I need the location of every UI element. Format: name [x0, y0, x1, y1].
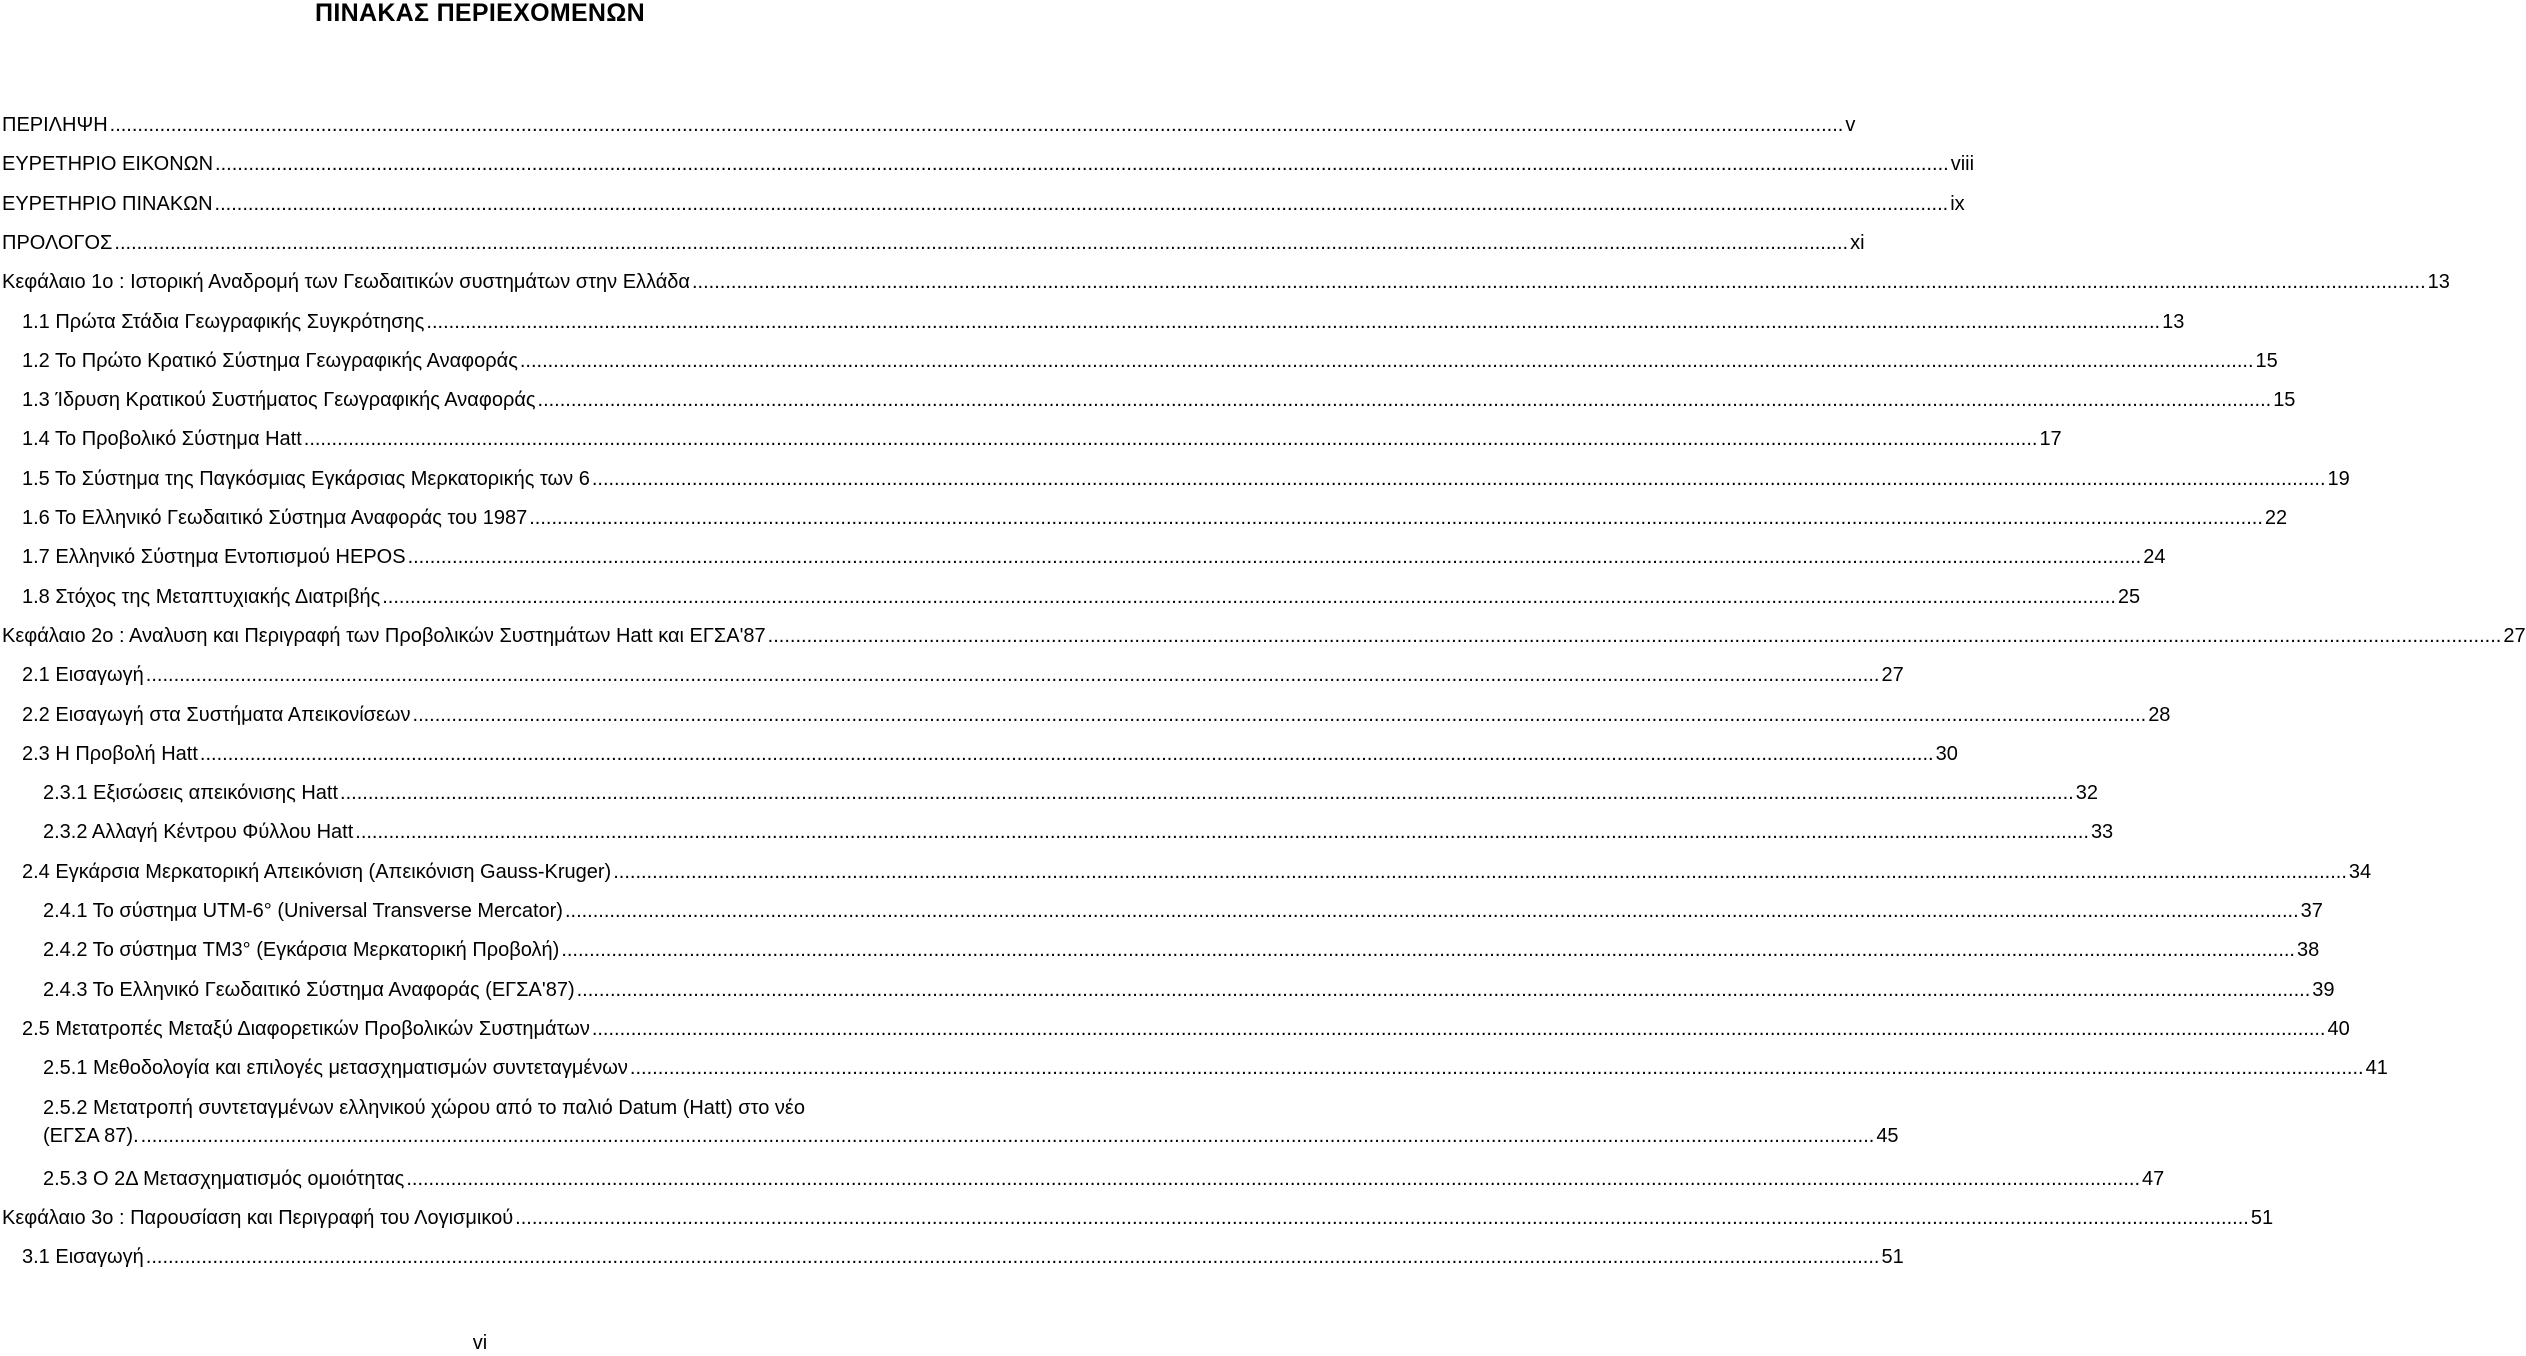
dot-leader [515, 1204, 2249, 1232]
toc-entry[interactable] [0, 386, 2296, 414]
toc-entry-title: 2.5.1 Μεθοδολογία και επιλογές μετασχηματισμών συντεταγμένων [43, 1057, 628, 1080]
toc-entry-page: 37 [2300, 900, 2323, 922]
page-number: vi [472, 1332, 488, 1354]
toc-entry-page: 45 [1876, 1124, 1899, 1147]
toc-entry-title: 1.5 Το Σύστημα της Παγκόσμιας Εγκάρσιας Μερκατορικής των 6 [22, 467, 590, 490]
dot-leader [355, 818, 2089, 846]
toc-entry[interactable] [0, 661, 1904, 689]
dot-leader [529, 504, 2263, 532]
toc-entry-title: 1.3 Ίδρυση Κρατικού Συστήματος Γεωγραφικής Αναφοράς [22, 389, 536, 412]
toc-entry-title: 2.5 Μετατροπές Μεταξύ Διαφορετικών Προβολικών Συστημάτων [22, 1017, 590, 1040]
toc-entry-page: v [1845, 114, 1856, 136]
page-title: ΠΙΝΑΚΑΣ ΠΕΡΙΕΧΟΜΕΝΩΝ [315, 0, 645, 27]
toc-entry-title: 2.2 Εισαγωγή στα Συστήματα Απεικονίσεων [22, 703, 411, 726]
toc-entry-title: 2.3.1 Εξισώσεις απεικόνισης Hatt [43, 782, 339, 805]
toc-entry[interactable] [0, 740, 1958, 768]
toc-entry-page: 34 [2348, 860, 2372, 883]
toc-entry[interactable] [0, 936, 2320, 964]
toc-entry-title: 2.4.1 Το σύστημα UTM-6° (Universal Transverse Mercator) [43, 900, 563, 922]
toc-entry-page: 22 [2264, 507, 2288, 529]
dot-leader [141, 1122, 1875, 1150]
dot-leader [520, 347, 2254, 375]
toc-entry-page: 47 [2142, 1167, 2165, 1190]
toc-entry-title: 2.3.2 Αλλαγή Κέντρου Φύλλου Hatt [43, 821, 354, 844]
toc-entry[interactable] [0, 150, 1975, 178]
toc-entry[interactable] [0, 976, 2335, 1004]
toc-entry[interactable] [0, 504, 2288, 532]
toc-entry[interactable] [0, 779, 2098, 807]
toc-entry[interactable] [0, 190, 1965, 218]
toc-entry-title: 2.5.3 Ο 2Δ Μετασχηματισμός ομοιότητας [43, 1167, 405, 1190]
toc-entry-title: Κεφάλαιο 2ο : Αναλυση και Περιγραφή των Προβολικών Συστημάτων Hatt και ΕΓΣΑ'87 [2, 624, 766, 647]
toc-entry-page: 38 [2296, 939, 2320, 962]
toc-entry-title-continued: (ΕΓΣΑ 87). [43, 1124, 139, 1147]
toc-entry-page: 15 [2255, 349, 2278, 372]
dot-leader [146, 661, 1880, 689]
toc-entry-page: 13 [2427, 271, 2450, 294]
toc-entry-page: 41 [2365, 1057, 2388, 1080]
dot-leader [592, 1015, 2326, 1043]
toc-entry-page: ix [1950, 192, 1965, 215]
toc-entry-title: ΠΕΡΙΛΗΨΗ [2, 114, 108, 136]
dot-leader [215, 190, 1949, 218]
toc-entry[interactable] [0, 1243, 1904, 1271]
dot-leader [114, 229, 1848, 257]
toc-entry-page: 39 [2312, 978, 2335, 1001]
toc-entry-page: 33 [2090, 821, 2114, 844]
toc-entry[interactable] [0, 1204, 2274, 1232]
toc-entry-title: 1.6 Το Ελληνικό Γεωδαιτικό Σύστημα Αναφοράς του 1987 [22, 507, 528, 529]
toc-entry-page: 40 [2327, 1017, 2350, 1040]
toc-entry[interactable] [0, 465, 2350, 493]
toc-entry-title: ΕΥΡΕΤΗΡΙΟ ΠΙΝΑΚΩΝ [2, 192, 213, 215]
toc-entry-title: 1.7 Ελληνικό Σύστημα Εντοπισμού HEPOS [22, 546, 406, 569]
toc-entry[interactable] [0, 308, 2185, 336]
toc-entry-title: 1.2 Το Πρώτο Κρατικό Σύστημα Γεωγραφικής Αναφοράς [22, 349, 518, 372]
toc-entry[interactable] [0, 818, 2114, 846]
toc-entry-title: 1.8 Στόχος της Μεταπτυχιακής Διατριβής [22, 585, 381, 608]
toc-entry-page: 19 [2327, 467, 2350, 490]
toc-entry[interactable] [0, 858, 2372, 886]
toc-entry-page: 51 [1881, 1246, 1904, 1269]
toc-entry-page: 27 [1881, 664, 1904, 687]
dot-leader [200, 740, 1934, 768]
toc-entry[interactable] [0, 1015, 2350, 1043]
toc-entry-page: 28 [2148, 703, 2171, 726]
toc-entry-title: 3.1 Εισαγωγή [22, 1246, 144, 1269]
toc-entry-page: 13 [2162, 310, 2185, 333]
dot-leader [110, 111, 1844, 139]
toc-entry-title: ΕΥΡΕΤΗΡΙΟ ΕΙΚΟΝΩΝ [2, 153, 214, 176]
dot-leader [408, 543, 2142, 571]
dot-leader [406, 1165, 2140, 1193]
toc-entry[interactable] [0, 701, 2171, 729]
dot-leader [538, 386, 2272, 414]
toc-entry[interactable] [0, 897, 2323, 925]
toc-entry[interactable] [0, 1054, 2388, 1082]
toc-entry-title: 1.4 Το Προβολικό Σύστημα Hatt [22, 428, 302, 451]
toc-entry-title: 1.1 Πρώτα Στάδια Γεωγραφικής Συγκρότησης [22, 310, 425, 333]
toc-entry[interactable] [0, 543, 2166, 571]
toc-entry-title: Κεφάλαιο 3ο : Παρουσίαση και Περιγραφή του Λογισμικού [2, 1207, 514, 1230]
toc-entry-page: viii [1950, 153, 1975, 176]
toc-entry-title: 2.4.3 Το Ελληνικό Γεωδαιτικό Σύστημα Αναφοράς (ΕΓΣΑ'87) [43, 978, 575, 1001]
toc-entry-title: ΠΡΟΛΟΓΟΣ [2, 231, 113, 254]
toc-entry-title: Κεφάλαιο 1ο : Ιστορική Αναδρομή των Γεωδαιτικών συστημάτων στην Ελλάδα [2, 271, 690, 294]
toc-entry[interactable] [0, 583, 2141, 611]
toc-entry[interactable] [0, 229, 1865, 257]
dot-leader [630, 1054, 2364, 1082]
dot-leader [382, 583, 2116, 611]
toc-entry[interactable] [0, 1165, 2165, 1193]
dot-leader [565, 897, 2299, 925]
dot-leader [577, 976, 2311, 1004]
toc-entry-page: 24 [2143, 546, 2166, 569]
toc-entry-title: 2.5.2 Μετατροπή συντεταγμένων ελληνικού χώρου από το παλιό Datum (Hatt) στο νέο [43, 1096, 805, 1119]
dot-leader [413, 701, 2147, 729]
dot-leader [146, 1243, 1880, 1271]
toc-entry-page: 15 [2273, 389, 2296, 412]
toc-entry[interactable] [0, 622, 2526, 650]
toc-entry-page: 25 [2117, 585, 2141, 608]
toc-entry[interactable] [0, 268, 2450, 296]
dot-leader [561, 936, 2295, 964]
toc-entry-page: 27 [2503, 624, 2526, 647]
toc-entry-title: 2.1 Εισαγωγή [22, 664, 144, 687]
toc-entry-title: 2.3 Η Προβολή Hatt [22, 742, 198, 765]
toc-entry-page: 30 [1935, 742, 1958, 765]
toc-entry[interactable] [0, 425, 2062, 453]
toc-entry-page: 17 [2039, 428, 2062, 451]
toc-entry-page: 51 [2250, 1207, 2274, 1230]
dot-leader [768, 622, 2502, 650]
dot-leader [692, 268, 2426, 296]
toc-entry[interactable] [0, 111, 1856, 139]
toc-entry[interactable] [0, 347, 2278, 375]
dot-leader [613, 858, 2347, 886]
dot-leader [215, 150, 1949, 178]
dot-leader [340, 779, 2074, 807]
toc-entry-title: 2.4.2 Το σύστημα TM3° (Εγκάρσια Μερκατορική Προβολή) [43, 939, 560, 962]
toc-entry-title: 2.4 Εγκάρσια Μερκατορική Απεικόνιση (Απεικόνιση Gauss-Kruger) [22, 860, 612, 883]
toc-entry-page: 32 [2075, 782, 2098, 805]
dot-leader [304, 425, 2038, 453]
toc-entry[interactable] [0, 1094, 1899, 1154]
toc-entry-page: xi [1850, 231, 1865, 254]
dot-leader [592, 465, 2326, 493]
dot-leader [426, 308, 2160, 336]
